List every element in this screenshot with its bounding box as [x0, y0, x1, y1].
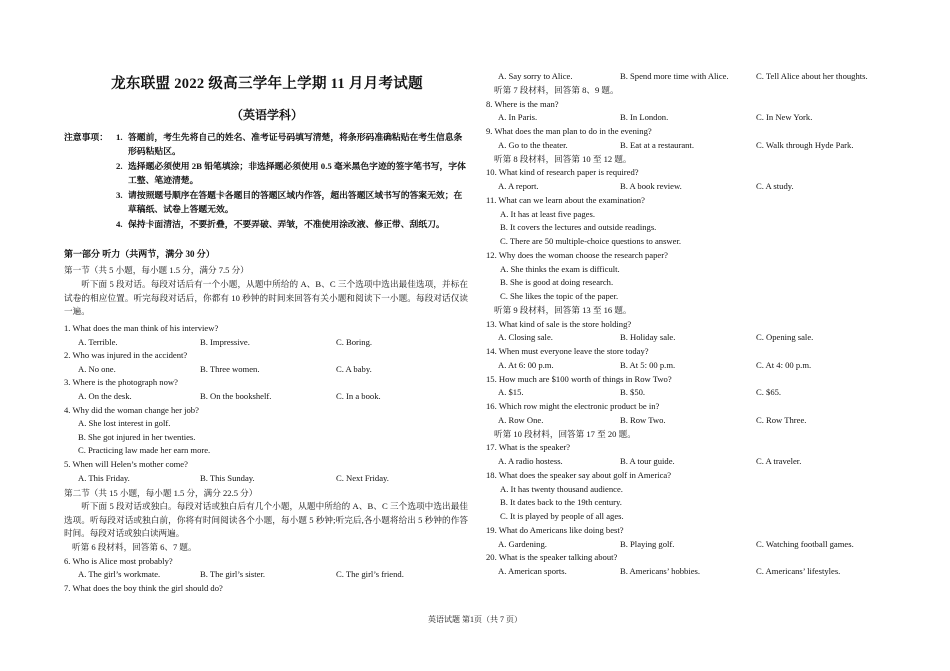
option-c: C. At 4: 00 p.m. — [756, 359, 812, 370]
option-text: A. It has twenty thousand audience. — [500, 483, 623, 494]
option-a: A. At 6: 00 p.m. — [498, 359, 554, 370]
option-c: C. Boring. — [336, 336, 373, 347]
question-text: 4. Why did the woman change her job? — [64, 404, 199, 415]
option-b: B. Spend more time with Alice. — [620, 71, 729, 81]
section2-instructions: 听下面 5 段对话或独白。每段对话或独白后有几个小题，从题中所给的 A、B、C 三个选项中选出最佳选项。听每段对话或独白前，你将有时间阅读各个小题，每小题 5 秒钟;听完后,各小题将给出 5 秒钟的作答时间。每段对话或独白读两遍。 — [64, 501, 468, 539]
note-item: 3. 请按照题号顺序在答题卡各题目的答题区域内作答，超出答题区域书写的答案无效；在草稿纸、试卷上答题无效。 — [116, 190, 463, 214]
question-text: 20. What is the speaker talking about? — [486, 552, 618, 563]
option-a: A. American sports. — [498, 566, 567, 576]
exam-title: 龙东联盟 2022 级高三学年上学期 11 月月考试题 — [111, 76, 423, 92]
option-a: A. Say sorry to Alice. — [498, 71, 573, 81]
notes-label: 注意事项： — [64, 132, 108, 142]
option-text: B. She is good at doing research. — [500, 277, 614, 288]
question-text: 9. What does the man plan to do in the evening? — [486, 126, 652, 136]
material-note: 听第 10 段材料，回答第 17 至 20 题。 — [494, 428, 636, 439]
option-text: C. It is played by people of all ages. — [500, 511, 624, 521]
option-text: C. She likes the topic of the paper. — [500, 291, 619, 301]
note-item: 4. 保持卡面清洁，不要折叠，不要弄破、弄皱，不准使用涂改液、修正带、刮纸刀。 — [116, 219, 445, 229]
part1-heading: 第一部分 听力（共两节，满分 30 分） — [64, 249, 215, 259]
option-b: B. This Sunday. — [200, 472, 255, 483]
option-c: C. A baby. — [336, 363, 372, 374]
option-text: B. She got injured in her twenties. — [78, 431, 196, 442]
exam-subject: （英语学科） — [230, 108, 303, 122]
option-b: B. In London. — [620, 112, 669, 123]
option-a: A. A report. — [498, 181, 539, 191]
question-text: 11. What can we learn about the examination? — [486, 194, 645, 205]
option-b: B. Eat at a restaurant. — [620, 139, 694, 150]
question-text: 17. What is the speaker? — [486, 442, 571, 453]
option-a: A. Closing sale. — [498, 332, 553, 343]
option-a: A. Terrible. — [78, 336, 118, 347]
notes-block — [64, 130, 470, 232]
option-a: A. Go to the theater. — [498, 139, 568, 150]
option-c: C. A traveler. — [756, 456, 802, 466]
question-text: 19. What do Americans like doing best? — [486, 524, 624, 535]
option-c: C. The girl’s friend. — [336, 569, 404, 580]
question-text: 16. Which row might the electronic product be in? — [486, 401, 660, 411]
option-c: C. Walk through Hyde Park. — [756, 139, 854, 150]
option-c: C. Americans’ lifestyles. — [756, 566, 841, 576]
option-a: A. No one. — [78, 363, 116, 374]
option-b: B. At 5: 00 p.m. — [620, 359, 676, 370]
material-note: 听第 7 段材料，回答第 8、9 题。 — [494, 84, 619, 95]
question-text: 2. Who was injured in the accident? — [64, 350, 188, 361]
option-b: B. A tour guide. — [620, 456, 675, 466]
question-text: 3. Where is the photograph now? — [64, 377, 178, 388]
option-b: B. The girl’s sister. — [200, 569, 266, 580]
question-text: 14. When must everyone leave the store today? — [486, 346, 649, 356]
option-a: A. In Paris. — [498, 112, 538, 123]
option-c: C. Opening sale. — [756, 332, 814, 343]
option-c: C. Watching football games. — [756, 538, 854, 549]
page-footer: 英语试题 第1页（共 7 页） — [428, 615, 522, 624]
option-text: B. It dates back to the 19th century. — [500, 497, 622, 508]
option-b: B. Americans’ hobbies. — [620, 566, 701, 576]
option-c: C. Next Friday. — [336, 472, 389, 483]
option-a: A. A radio hostess. — [498, 456, 563, 466]
note-item: 1. 答题前，考生先将自己的姓名、准考证号码填写清楚，将条形码准确粘贴在考生信息条形码粘贴区。 — [116, 132, 463, 156]
option-b: B. Three women. — [200, 363, 260, 374]
option-c: C. A study. — [756, 181, 794, 191]
option-text: A. It has at least five pages. — [500, 208, 595, 219]
option-b: B. Holiday sale. — [620, 332, 676, 343]
option-b: B. Playing golf. — [620, 538, 675, 549]
material-note: 听第 8 段材料，回答第 10 至 12 题。 — [494, 153, 632, 164]
option-c: C. $65. — [756, 387, 782, 398]
material-note: 听第 9 段材料，回答第 13 至 16 题。 — [494, 304, 632, 315]
option-a: A. $15. — [498, 387, 524, 398]
option-a: A. Gardening. — [498, 538, 547, 549]
question-text: 8. Where is the man? — [486, 98, 559, 109]
option-text: A. She thinks the exam is difficult. — [500, 263, 620, 274]
question-text: 10. What kind of research paper is required? — [486, 167, 639, 178]
option-c: C. Row Three. — [756, 414, 807, 425]
option-c: C. In a book. — [336, 391, 381, 401]
option-text: C. There are 50 multiple-choice questions to answer. — [500, 236, 681, 246]
section2-heading: 第二节（共 15 小题，每小题 1.5 分，满分 22.5 分） — [64, 488, 258, 498]
question-text: 13. What kind of sale is the store holding? — [486, 318, 632, 329]
option-a: A. The girl’s workmate. — [78, 569, 161, 580]
option-text: A. She lost interest in golf. — [78, 418, 171, 429]
option-b: B. Row Two. — [620, 414, 666, 425]
option-a: A. On the desk. — [78, 391, 132, 401]
question-text: 5. When will Helen’s mother come? — [64, 459, 188, 469]
option-c: C. In New York. — [756, 112, 813, 123]
option-text: C. Practicing law made her earn more. — [78, 445, 211, 456]
option-text: B. It covers the lectures and outside readings. — [500, 222, 657, 233]
option-b: B. On the bookshelf. — [200, 391, 272, 401]
option-b: B. A book review. — [620, 181, 682, 191]
question-text: 7. What does the boy think the girl should do? — [64, 582, 223, 593]
section1-heading: 第一节（共 5 小题，每小题 1.5 分，满分 7.5 分） — [64, 265, 249, 275]
question-text: 6. Who is Alice most probably? — [64, 555, 173, 566]
option-b: B. $50. — [620, 387, 646, 398]
section1-instructions: 听下面 5 段对话。每段对话后有一个小题，从题中所给的 A、B、C 三个选项中选出最佳选项，并标在试卷的相应位置。听完每段对话后，你都有 10 秒钟的时间来回答有关小题和阅读下一小题。每段对话仅读一遍。 — [64, 279, 468, 317]
option-a: A. Row One. — [498, 414, 544, 425]
question-text: 15. How much are $100 worth of things in Row Two? — [486, 373, 672, 384]
note-item: 2. 选择题必须使用 2B 铅笔填涂；非选择题必须使用 0.5 毫米黑色字迹的签字笔书写，字体工整、笔迹清楚。 — [116, 161, 466, 185]
question-text: 12. Why does the woman choose the research paper? — [486, 249, 668, 260]
option-b: B. Impressive. — [200, 336, 250, 347]
option-a: A. This Friday. — [78, 472, 130, 483]
question-text: 18. What does the speaker say about golf in America? — [486, 469, 672, 480]
option-c: C. Tell Alice about her thoughts. — [756, 71, 868, 81]
material-note: 听第 6 段材料，回答第 6、7 题。 — [72, 542, 197, 552]
question-text: 1. What does the man think of his interview? — [64, 323, 219, 333]
